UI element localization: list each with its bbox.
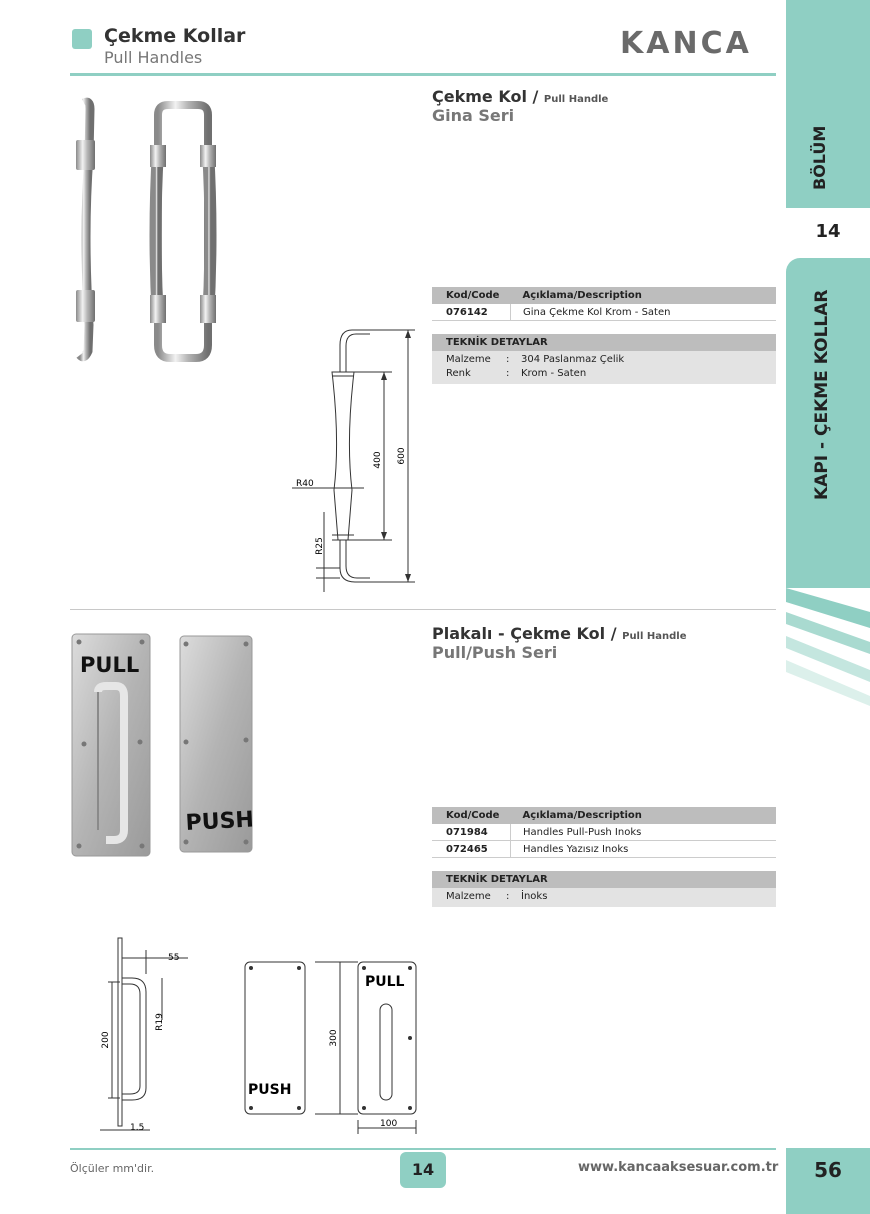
footer-section-number: 14 bbox=[411, 1160, 435, 1179]
product-code: 071984 bbox=[432, 824, 511, 841]
dim-600-label: 600 bbox=[397, 447, 407, 465]
pull-push-plate-photo bbox=[70, 630, 260, 862]
product1-code-table-wrap bbox=[432, 287, 776, 321]
sidebar-category: KAPI - ÇEKME KOLLAR bbox=[812, 289, 832, 500]
plate-push-text: PUSH bbox=[185, 807, 255, 836]
page-subtitle: Pull Handles bbox=[104, 48, 203, 67]
tech-row: Malzeme : 304 Paslanmaz Çelik bbox=[446, 354, 625, 365]
tech-header: TEKNİK DETAYLAR bbox=[432, 871, 776, 888]
sidebar-stripes bbox=[786, 588, 870, 708]
section-divider bbox=[70, 609, 776, 610]
product1-title: Çekme Kol / bbox=[432, 87, 539, 106]
product-description: Gina Çekme Kol Krom - Saten bbox=[511, 304, 777, 321]
dim-200-label: 200 bbox=[101, 1031, 111, 1049]
gina-handle-photo bbox=[70, 95, 230, 375]
product2-series: Pull/Push Seri bbox=[432, 643, 558, 662]
product2-code-table bbox=[432, 807, 776, 858]
table-row bbox=[432, 304, 776, 321]
product2-title: Plakalı - Çekme Kol / bbox=[432, 624, 617, 643]
page-number: 56 bbox=[814, 1158, 842, 1182]
sidebar-category-wrap bbox=[812, 289, 870, 520]
product1-tech-details bbox=[432, 334, 776, 384]
footer-divider bbox=[70, 1148, 776, 1150]
product2-tech-details bbox=[432, 871, 776, 907]
tech-row: Renk : Krom - Saten bbox=[446, 368, 587, 379]
dim-400-label: 400 bbox=[373, 451, 383, 469]
product-description: Handles Yazısız Inoks bbox=[511, 841, 777, 858]
product2-title-block bbox=[432, 624, 687, 662]
brand-logo: KANCA bbox=[620, 26, 752, 61]
table-header-code: Kod/Code bbox=[432, 807, 511, 824]
sidebar-gap bbox=[786, 250, 870, 258]
dim-55-label: 55 bbox=[168, 953, 180, 963]
footer-website-link[interactable]: www.kancaaksesuar.com.tr bbox=[578, 1160, 779, 1175]
product1-title-block bbox=[432, 87, 608, 125]
table-row bbox=[432, 841, 776, 858]
table-header-description: Açıklama/Description bbox=[511, 807, 777, 824]
sidebar-section-label-wrap bbox=[810, 125, 870, 209]
sidebar-section-number: 14 bbox=[815, 221, 841, 242]
gina-handle-drawing bbox=[280, 320, 430, 600]
dim-r40-label: R40 bbox=[296, 479, 314, 489]
pull-push-technical-drawing bbox=[90, 930, 430, 1140]
product1-code-table bbox=[432, 287, 776, 321]
product-code: 072465 bbox=[432, 841, 511, 858]
plate-pull-text: PULL bbox=[80, 653, 140, 677]
footer-note: Ölçüler mm'dir. bbox=[70, 1162, 155, 1175]
tech-row: Malzeme : İnoks bbox=[446, 891, 548, 902]
table-row bbox=[432, 824, 776, 841]
dim-300-label: 300 bbox=[329, 1029, 339, 1047]
page-title: Çekme Kollar bbox=[104, 25, 246, 47]
table-header-description: Açıklama/Description bbox=[511, 287, 777, 304]
dim-r19-label: R19 bbox=[155, 1013, 165, 1031]
product-code: 076142 bbox=[432, 304, 511, 321]
drawing-pull-text: PULL bbox=[365, 974, 405, 990]
dim-r25-label: R25 bbox=[315, 537, 325, 555]
product1-title-en: Pull Handle bbox=[543, 94, 609, 105]
product2-title-en: Pull Handle bbox=[622, 631, 687, 642]
product1-series: Gina Seri bbox=[432, 106, 515, 125]
product2-code-table-wrap bbox=[432, 807, 776, 858]
table-header-code: Kod/Code bbox=[432, 287, 511, 304]
tech-header: TEKNİK DETAYLAR bbox=[432, 334, 776, 351]
header-square-icon bbox=[72, 29, 92, 49]
sidebar-section-label: BÖLÜM bbox=[810, 125, 829, 190]
dim-15-label: 1.5 bbox=[130, 1123, 145, 1133]
dim-100-label: 100 bbox=[380, 1119, 398, 1129]
product-description: Handles Pull-Push Inoks bbox=[511, 824, 777, 841]
drawing-push-text: PUSH bbox=[248, 1082, 292, 1098]
header-divider bbox=[70, 73, 776, 76]
